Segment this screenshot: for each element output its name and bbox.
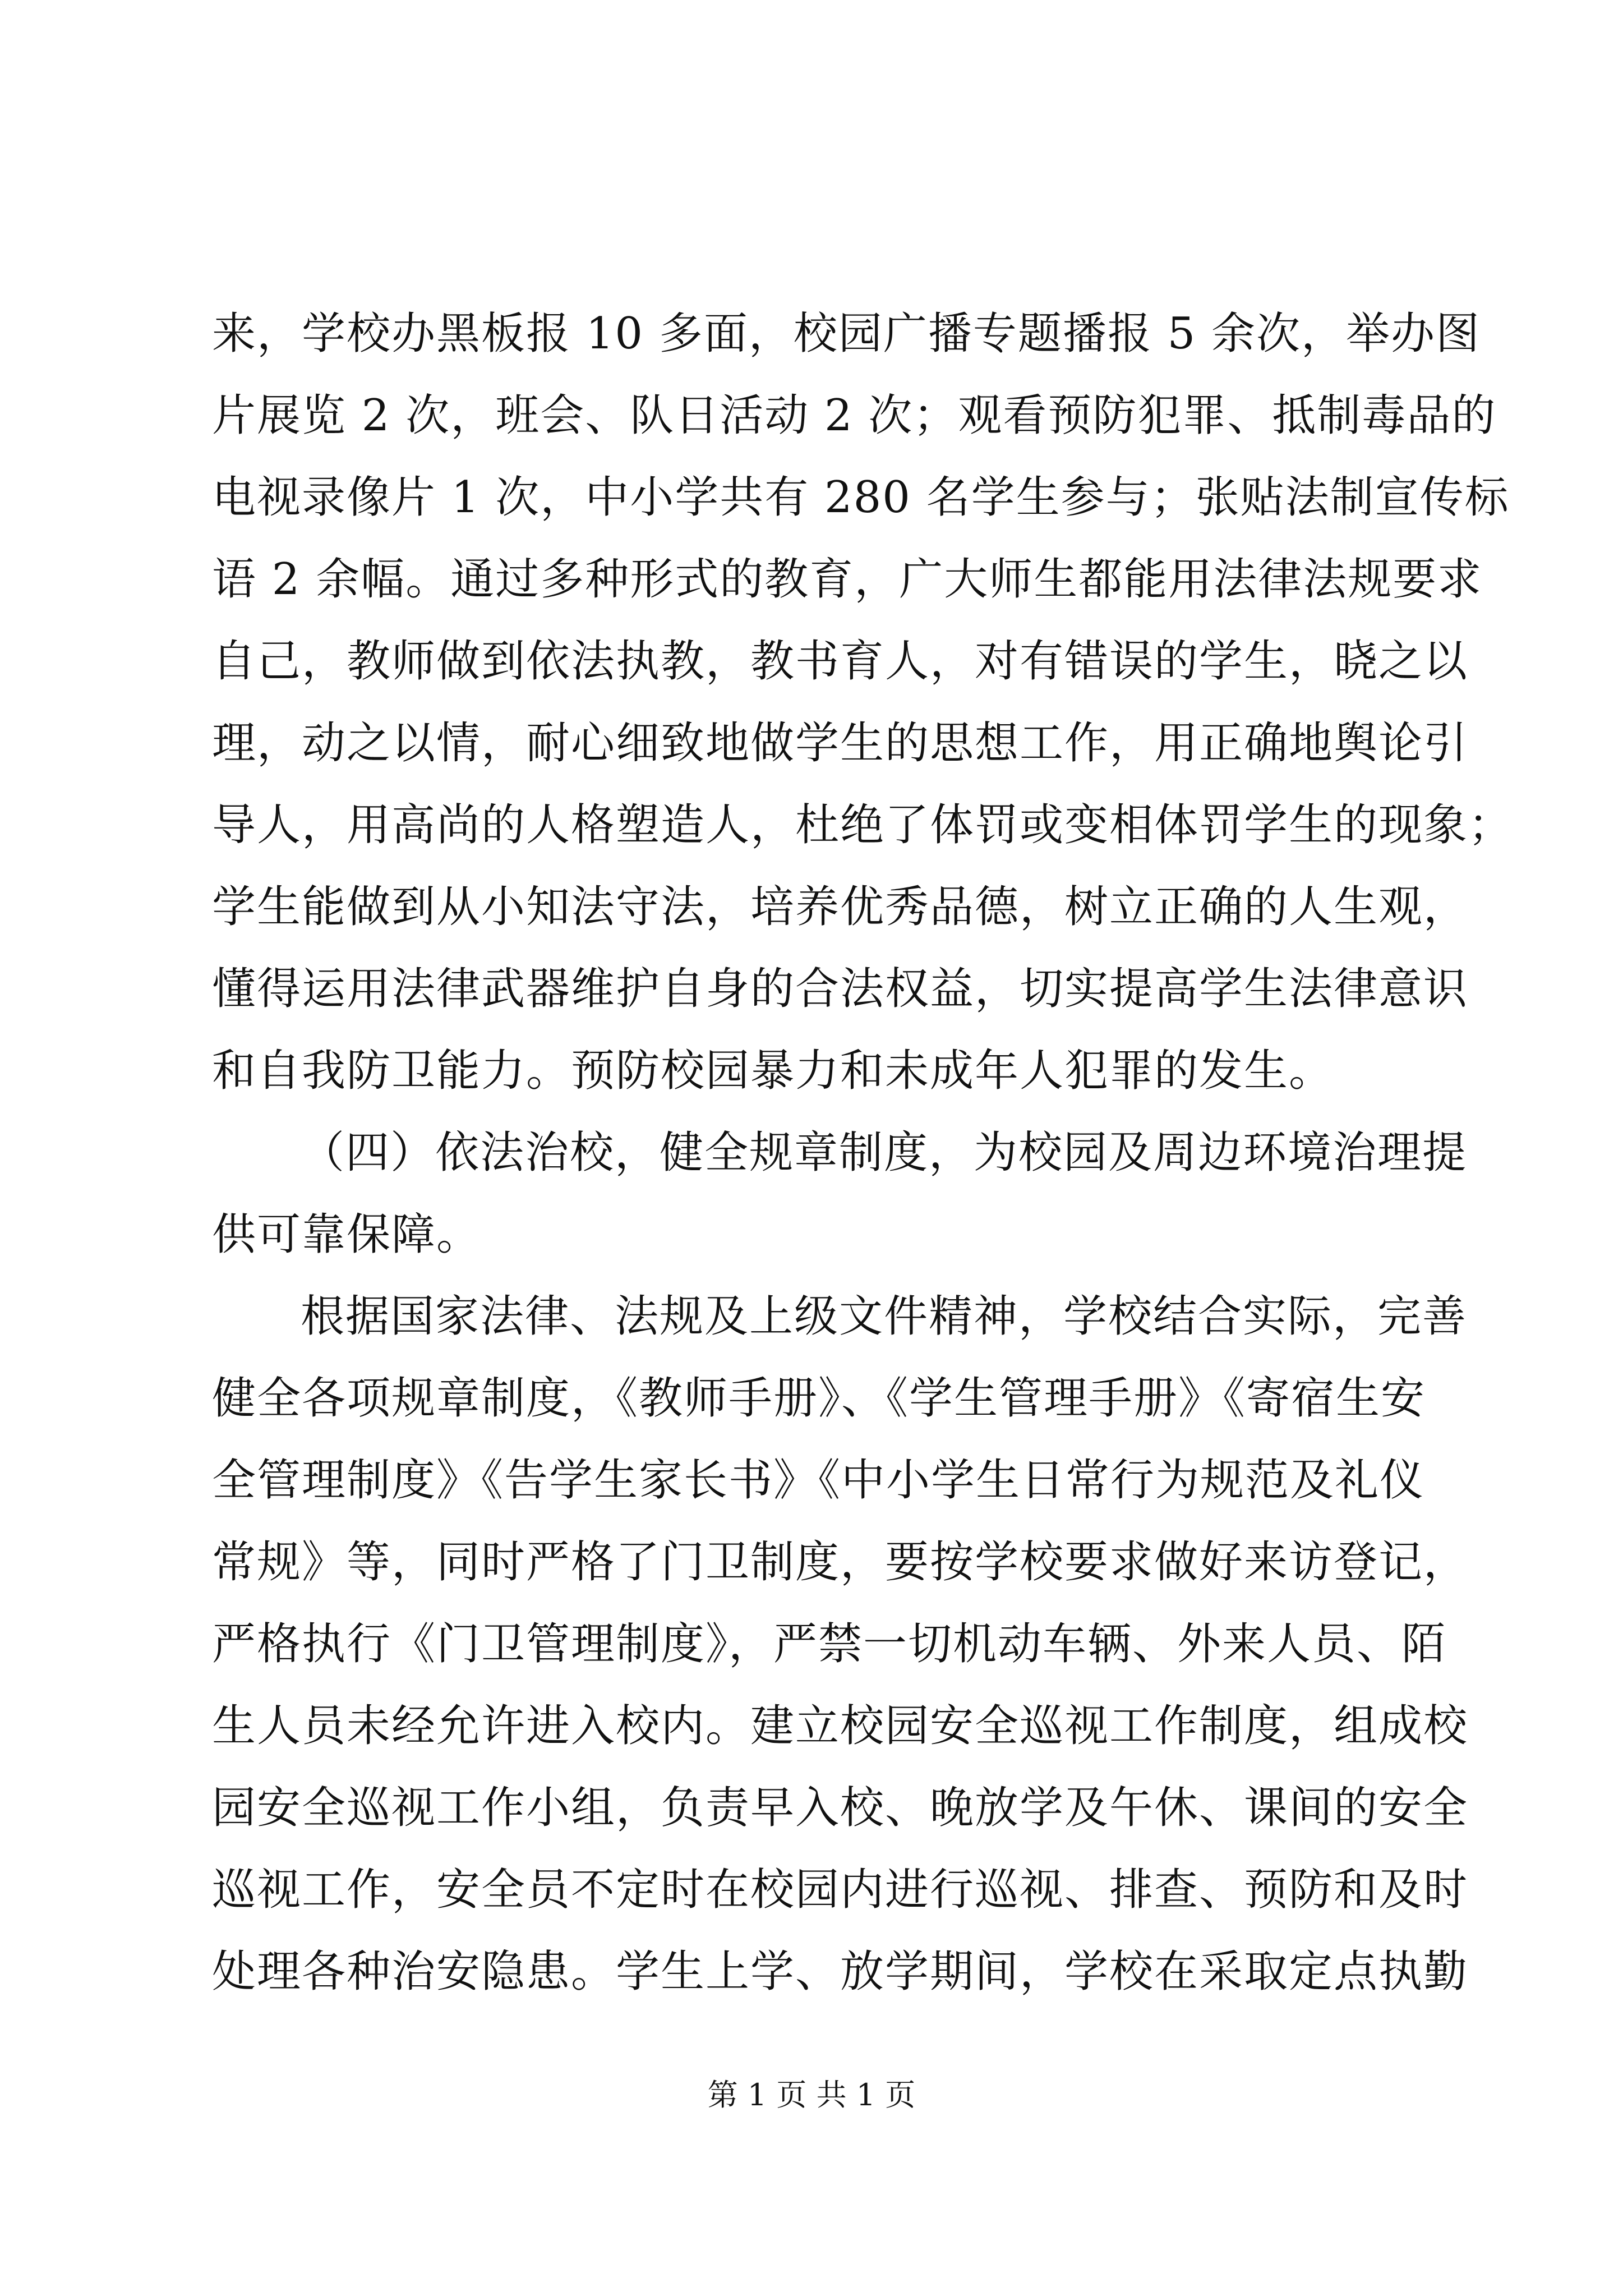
text-line: 园安全巡视工作小组，负责早入校、晚放学及午休、课间的安全 xyxy=(212,1783,1469,1833)
text-line: 全管理制度》《告学生家长书》《中小学生日常行为规范及礼仪 xyxy=(212,1455,1425,1506)
text-line: 理，动之以情，耐心细致地做学生的思想工作，用正确地舆论引 xyxy=(212,718,1469,769)
text-line: 自己，教师做到依法执教，教书育人，对有错误的学生，晓之以 xyxy=(212,636,1469,687)
text-line: 导人，用高尚的人格塑造人，杜绝了体罚或变相体罚学生的现象； xyxy=(212,800,1514,850)
text-line: 处理各种治安隐患。学生上学、放学期间，学校在采取定点执勤 xyxy=(212,1947,1469,1997)
text-line: 常规》等，同时严格了门卫制度，要按学校要求做好来访登记， xyxy=(212,1537,1469,1588)
text-line: 懂得运用法律武器维护自身的合法权益，切实提高学生法律意识 xyxy=(212,964,1469,1014)
text-line: 电视录像片 1 次，中小学共有 280 名学生参与；张贴法制宣传标 xyxy=(212,472,1510,523)
text-line: 片展览 2 次，班会、队日活动 2 次；观看预防犯罪、抵制毒品的 xyxy=(212,390,1497,441)
page-number-footer: 第 1 页 共 1 页 xyxy=(707,2077,916,2113)
text-line: 和自我防卫能力。预防校园暴力和未成年人犯罪的发生。 xyxy=(212,1046,1334,1096)
section-heading-line: （四）依法治校，健全规章制度，为校园及周边环境治理提 xyxy=(301,1128,1468,1178)
text-line: 健全各项规章制度，《教师手册》、《学生管理手册》《寄宿生安 xyxy=(212,1373,1426,1424)
text-line: 学生能做到从小知法守法，培养优秀品德，树立正确的人生观， xyxy=(212,882,1469,932)
section-heading-line: 供可靠保障。 xyxy=(212,1209,482,1260)
text-line: 来，学校办黑板报 10 多面，校园广播专题播报 5 余次，举办图 xyxy=(212,309,1481,359)
text-line: 巡视工作，安全员不定时在校园内进行巡视、排查、预防和及时 xyxy=(212,1865,1469,1915)
text-line: 严格执行《门卫管理制度》，严禁一切机动车辆、外来人员、陌 xyxy=(212,1619,1447,1669)
text-line: 根据国家法律、法规及上级文件精神，学校结合实际，完善 xyxy=(301,1291,1468,1342)
text-line: 语 2 余幅。通过多种形式的教育，广大师生都能用法律法规要求 xyxy=(212,554,1483,605)
text-line: 生人员未经允许进入校内。建立校园安全巡视工作制度，组成校 xyxy=(212,1701,1469,1751)
